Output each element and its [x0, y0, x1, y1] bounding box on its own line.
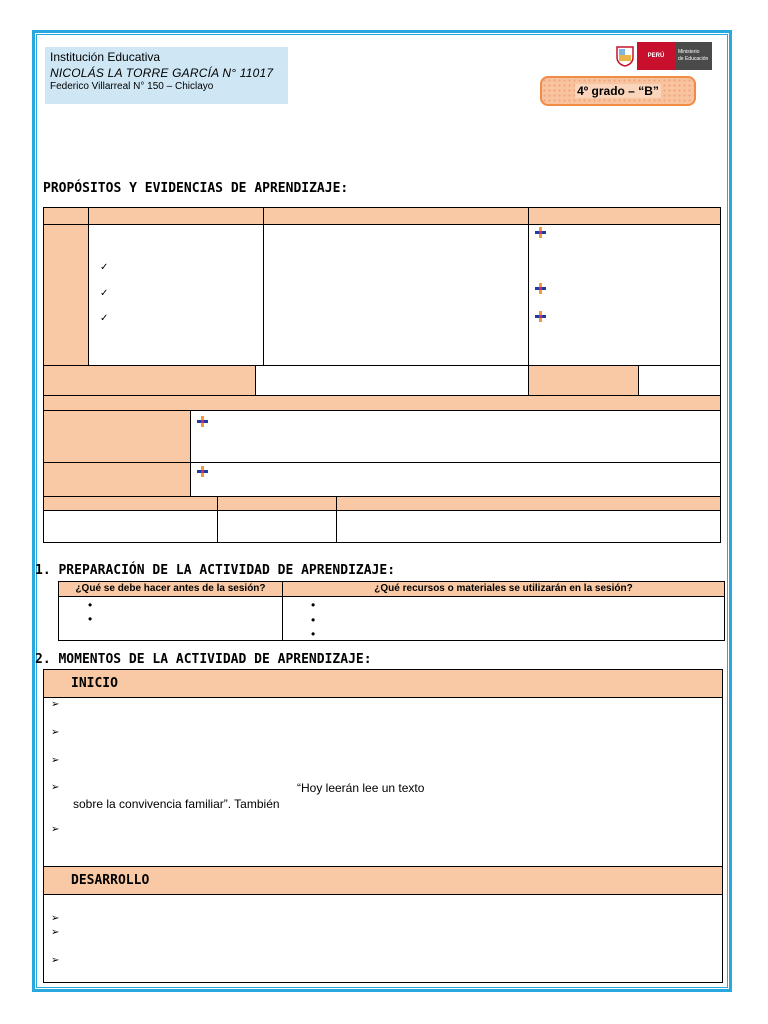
colored-plus-icon: [535, 311, 546, 322]
school-type: Institución Educativa: [50, 50, 161, 64]
resources-cell[interactable]: [283, 597, 725, 641]
inicio-label: INICIO: [71, 676, 118, 691]
competencies-cell[interactable]: [89, 225, 264, 366]
row4-value-3[interactable]: [337, 511, 721, 543]
arrow-bullet-icon: ➢: [51, 755, 60, 766]
row3-header: [44, 396, 721, 411]
row4-header-2: [218, 497, 337, 511]
preparation-table: [58, 581, 725, 641]
arrow-bullet-icon: ➢: [51, 927, 60, 938]
purposes-header-cell-1: [44, 208, 89, 225]
colored-plus-icon: [535, 227, 546, 238]
arrow-bullet-icon: ➢: [51, 727, 60, 738]
desarrollo-header: [44, 866, 722, 895]
purposes-header-cell-2: [89, 208, 264, 225]
bullet-dot: •: [88, 612, 93, 626]
row4-value-2[interactable]: [218, 511, 337, 543]
bullet-dot: •: [311, 613, 316, 627]
checkmark-icon: ✓: [100, 313, 109, 324]
inicio-text-1: “Hoy leerán lee un texto: [297, 781, 425, 795]
school-address: Federico Villarreal N° 150 – Chiclayo: [50, 81, 214, 92]
logo-ministry-label: [675, 42, 712, 70]
row4-value-1[interactable]: [44, 511, 218, 543]
school-name: NICOLÁS LA TORRE GARCÍA N° 11017: [50, 66, 274, 80]
purposes-header-cell-4: [529, 208, 721, 225]
purposes-table: [43, 207, 721, 366]
evidence-cell[interactable]: [529, 225, 721, 366]
moments-title: 2. MOMENTOS DE LA ACTIVIDAD DE APRENDIZAJE:: [35, 652, 372, 667]
colored-plus-icon: [197, 466, 208, 477]
bullet-dot: •: [88, 598, 93, 612]
row4-header-3: [337, 497, 721, 511]
logo-ministry-line2: de Educación: [678, 56, 709, 62]
row2-value-1[interactable]: [256, 366, 529, 396]
row2-value-2[interactable]: [639, 366, 721, 396]
bullet-dot: •: [311, 627, 316, 641]
arrow-bullet-icon: ➢: [51, 955, 60, 966]
arrow-bullet-icon: ➢: [51, 699, 60, 710]
resources-header: ¿Qué recursos o materiales se utilizarán en la sesión?: [283, 582, 725, 597]
row2-label-2: [529, 366, 639, 396]
row3-value-1[interactable]: [191, 411, 721, 463]
purposes-row-4: [43, 496, 721, 543]
inicio-header: [44, 670, 722, 698]
row3-value-2[interactable]: [191, 463, 721, 497]
arrow-bullet-icon: ➢: [51, 913, 60, 924]
logo-ministry-line1: Ministerio: [678, 49, 700, 55]
checkmark-icon: ✓: [100, 262, 109, 273]
desarrollo-label: DESARROLLO: [71, 873, 150, 888]
bullet-dot: •: [311, 598, 316, 612]
arrow-bullet-icon: ➢: [51, 782, 60, 793]
area-cell[interactable]: [44, 225, 89, 366]
checkmark-icon: ✓: [100, 288, 109, 299]
grade-badge: [540, 76, 696, 106]
moments-table: [43, 669, 723, 983]
colored-plus-icon: [535, 283, 546, 294]
colored-plus-icon: [197, 416, 208, 427]
row2-label-1: [44, 366, 256, 396]
row3-label-2: [44, 463, 191, 497]
arrow-bullet-icon: ➢: [51, 824, 60, 835]
purposes-header-cell-3: [264, 208, 529, 225]
criteria-cell[interactable]: [264, 225, 529, 366]
grade-label: 4º grado – “B”: [577, 84, 659, 98]
purposes-row-2: [43, 365, 721, 396]
before-session-header: ¿Qué se debe hacer antes de la sesión?: [59, 582, 283, 597]
coat-of-arms-icon: [615, 45, 635, 67]
purposes-row-3: [43, 395, 721, 497]
purposes-title: PROPÓSITOS Y EVIDENCIAS DE APRENDIZAJE:: [43, 181, 349, 196]
row4-header-1: [44, 497, 218, 511]
preparation-title: 1. PREPARACIÓN DE LA ACTIVIDAD DE APRENDIZAJE:: [35, 563, 396, 578]
logo-peru-label: PERÚ: [637, 42, 675, 70]
row3-label-1: [44, 411, 191, 463]
inicio-text-2: sobre la convivencia familiar”. También: [73, 797, 280, 811]
school-info-box: [45, 47, 288, 104]
ministry-logo: [612, 42, 712, 70]
